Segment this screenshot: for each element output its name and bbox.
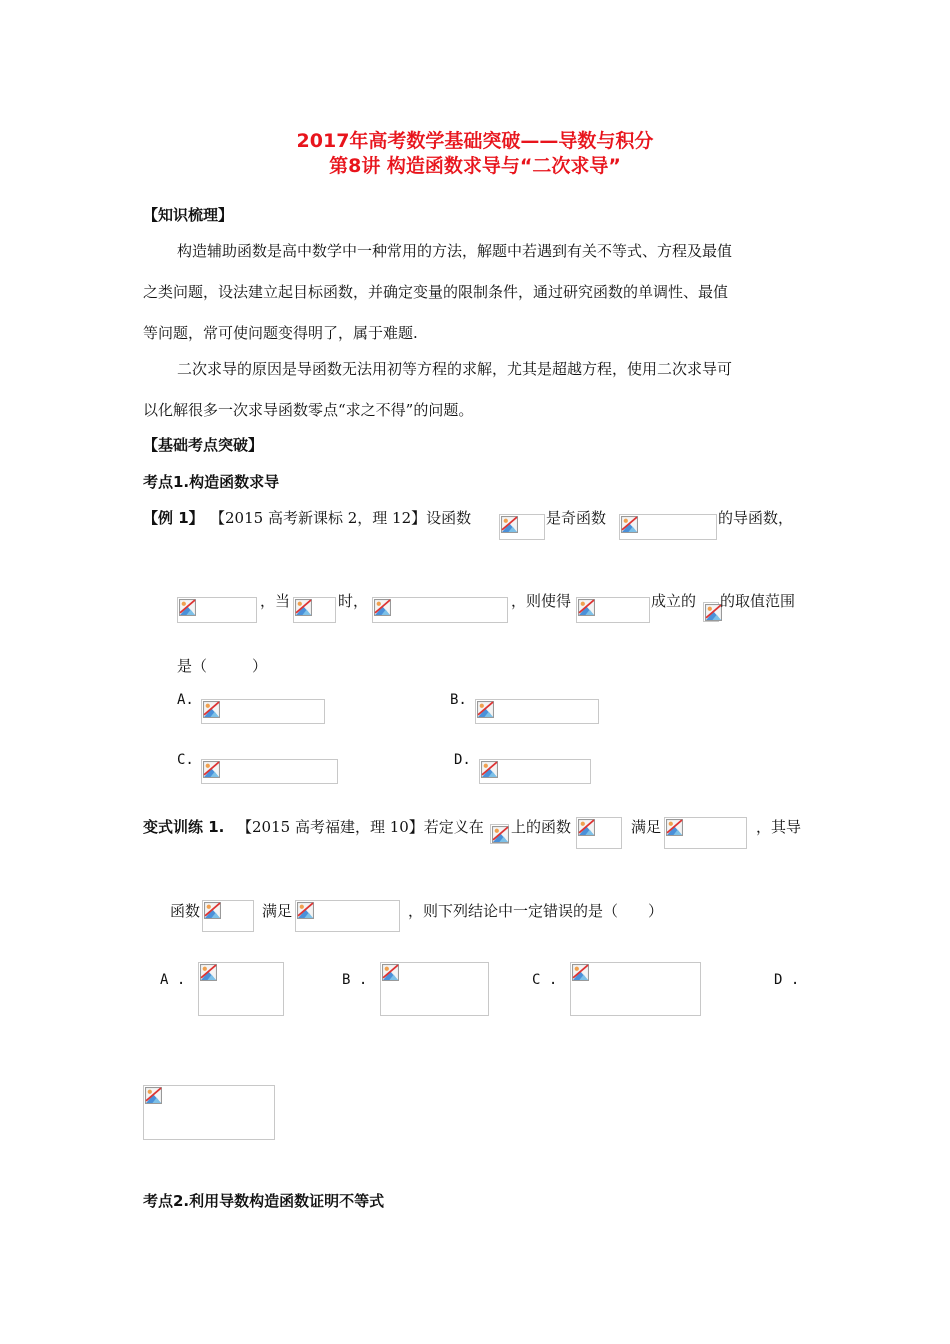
formula-image-broken-icon: [177, 597, 257, 623]
formula-image-broken-icon: [703, 602, 719, 622]
formula-image-broken-icon: [570, 962, 701, 1016]
section-basic: 【基础考点突破】: [143, 436, 264, 454]
variant1-option-a: A .: [160, 972, 186, 988]
formula-image-broken-icon: [295, 900, 400, 932]
variant1-source: 【2015 高考福建，理 10】若定义在: [237, 818, 484, 836]
formula-image-broken-icon: [380, 962, 489, 1016]
variant1-label: 变式训练 1.: [143, 818, 225, 836]
variant1-text-2: 满足: [631, 818, 662, 836]
intro-p2-line2: 以化解很多一次求导函数零点“求之不得”的问题。: [143, 401, 474, 419]
example1-option-d: D.: [454, 752, 471, 768]
formula-image-broken-icon: [499, 514, 545, 540]
section-point1: 考点1.构造函数求导: [143, 473, 280, 491]
broken-image-icon: [572, 964, 589, 981]
broken-image-icon: [297, 902, 314, 919]
broken-image-icon: [374, 599, 391, 616]
broken-image-icon: [477, 701, 494, 718]
formula-image-broken-icon: [201, 759, 338, 784]
broken-image-icon: [578, 819, 595, 836]
intro-p2-line1: 二次求导的原因是导函数无法用初等方程的求解，尤其是超越方程，使用二次求导可: [177, 360, 733, 378]
example1-text-2: 的导函数，: [718, 509, 794, 527]
formula-image-broken-icon: [293, 597, 336, 623]
formula-image-broken-icon: [202, 900, 254, 932]
example1-option-a: A.: [177, 692, 194, 708]
section-point2: 考点2.利用导数构造函数证明不等式: [143, 1192, 385, 1210]
example1-option-b: B.: [450, 692, 467, 708]
example1-text-6: 成立的: [651, 592, 697, 610]
broken-image-icon: [203, 761, 220, 778]
variant1-text-4: 函数: [170, 902, 201, 920]
intro-p1-line1: 构造辅助函数是高中数学中一种常用的方法，解题中若遇到有关不等式、方程及最值: [177, 242, 733, 260]
example1-option-c: C.: [177, 752, 194, 768]
formula-image-broken-icon: [664, 817, 747, 849]
formula-image-broken-icon: [475, 699, 599, 724]
formula-image-broken-icon: [490, 824, 509, 844]
variant1-option-b: B .: [342, 972, 368, 988]
formula-image-broken-icon: [372, 597, 508, 623]
variant1-option-c: C .: [532, 972, 558, 988]
example1-text-3: ，当: [260, 592, 291, 610]
formula-image-broken-icon: [201, 699, 325, 724]
broken-image-icon: [621, 516, 638, 533]
broken-image-icon: [200, 964, 217, 981]
example1-label: 【例 1】: [143, 509, 204, 527]
intro-p1-line2: 之类问题，设法建立起目标函数，并确定变量的限制条件，通过研究函数的单调性、最值: [143, 283, 729, 301]
formula-image-broken-icon: [619, 514, 717, 540]
example1-text-1: 是奇函数: [546, 509, 607, 527]
variant1-text-5: 满足: [262, 902, 293, 920]
page-title-line2: 第8讲 构造函数求导与“二次求导”: [329, 155, 621, 177]
broken-image-icon: [295, 599, 312, 616]
formula-image-broken-icon: [143, 1085, 275, 1140]
broken-image-icon: [145, 1087, 162, 1104]
variant1-text-1: 上的函数: [511, 818, 572, 836]
broken-image-icon: [492, 826, 509, 843]
intro-p1-line3: 等问题，常可使问题变得明了，属于难题.: [143, 324, 418, 342]
formula-image-broken-icon: [576, 817, 622, 849]
formula-image-broken-icon: [576, 597, 650, 623]
broken-image-icon: [382, 964, 399, 981]
page-title-line1: 2017年高考数学基础突破——导数与积分: [296, 130, 654, 152]
broken-image-icon: [666, 819, 683, 836]
broken-image-icon: [179, 599, 196, 616]
broken-image-icon: [578, 599, 595, 616]
example1-text-5: ，则使得: [511, 592, 572, 610]
formula-image-broken-icon: [479, 759, 591, 784]
example1-source: 【2015 高考新课标 2，理 12】设函数: [210, 509, 472, 527]
variant1-option-d: D .: [774, 972, 800, 988]
formula-image-broken-icon: [198, 962, 284, 1016]
broken-image-icon: [481, 761, 498, 778]
broken-image-icon: [204, 902, 221, 919]
section-knowledge: 【知识梳理】: [143, 206, 234, 224]
example1-text-7: 的取值范围: [720, 592, 796, 610]
variant1-text-3: ，其导: [756, 818, 802, 836]
example1-text-4: 时，: [338, 592, 369, 610]
variant1-text-6: ，则下列结论中一定错误的是（ ）: [408, 902, 664, 920]
broken-image-icon: [203, 701, 220, 718]
example1-text-8: 是（ ）: [177, 657, 268, 675]
broken-image-icon: [501, 516, 518, 533]
